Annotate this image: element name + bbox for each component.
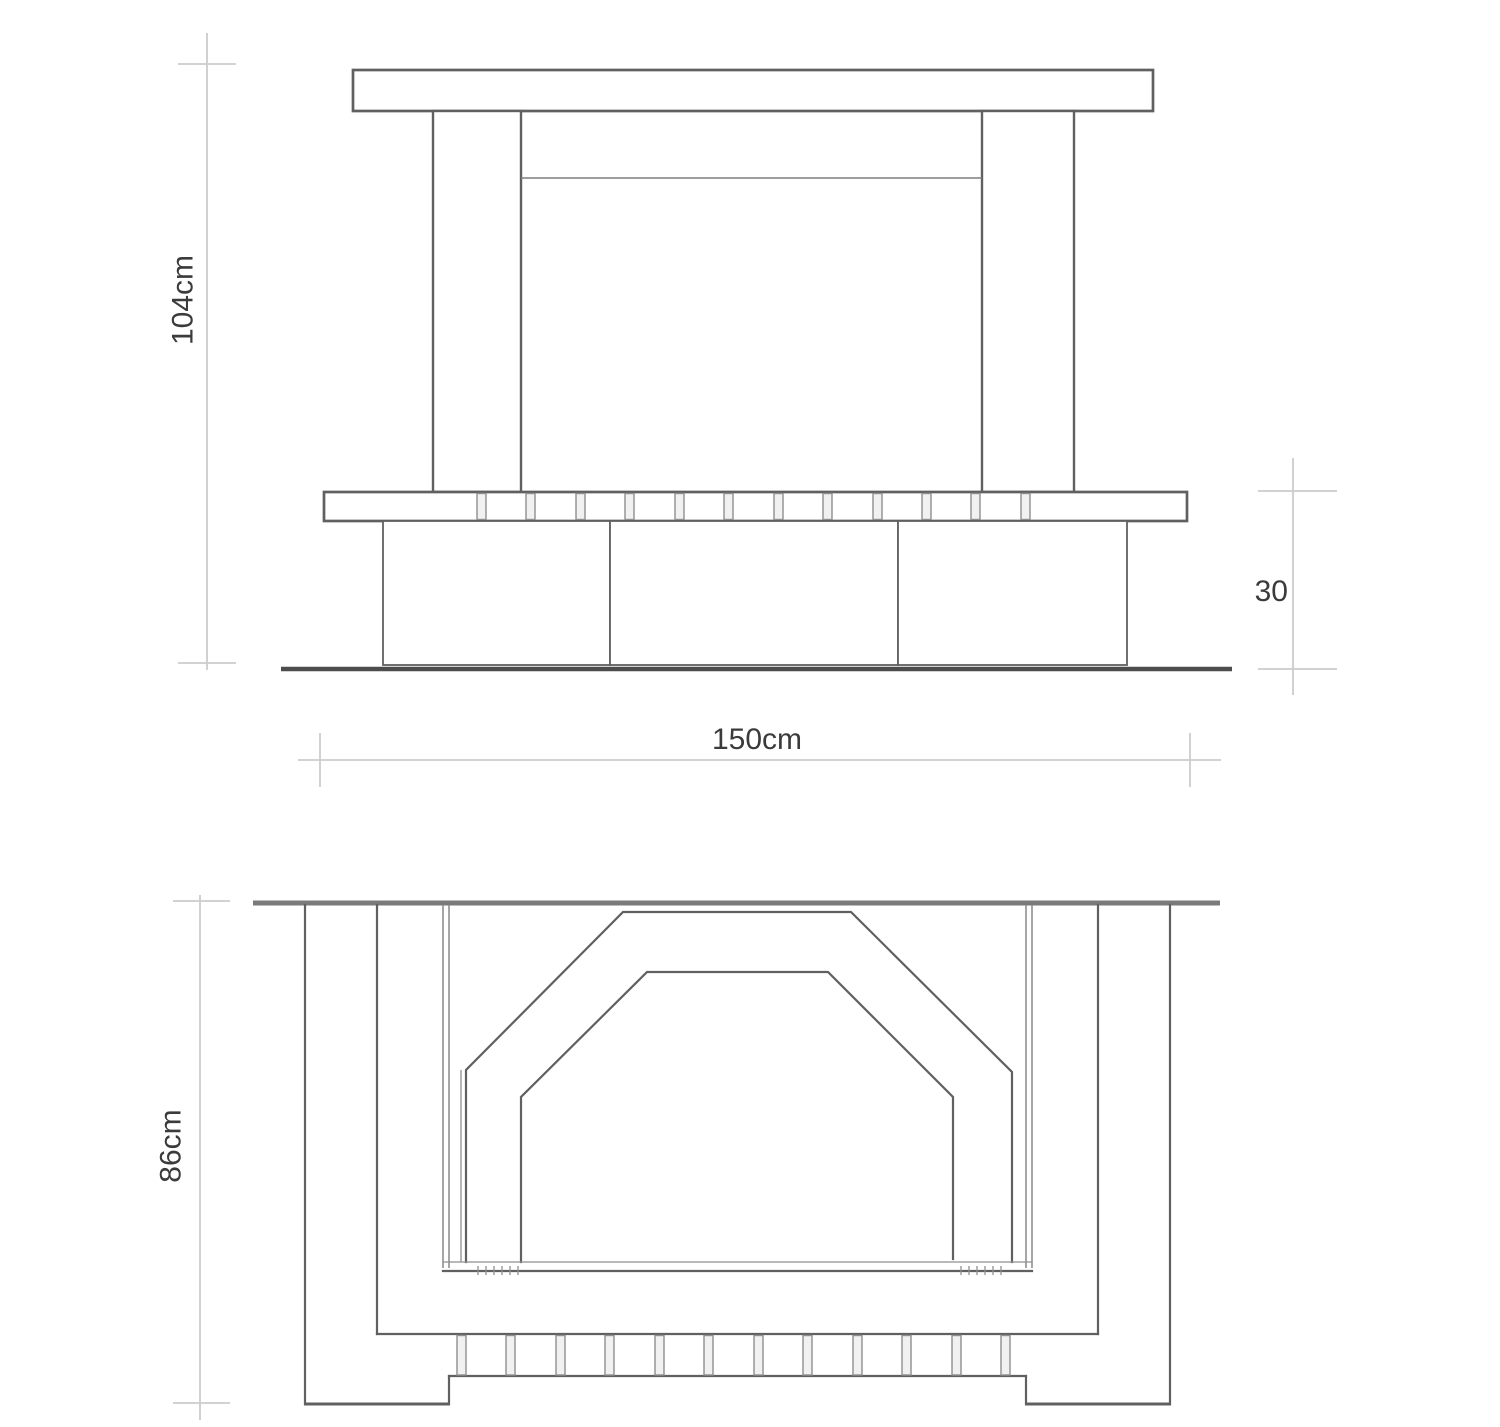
left-column bbox=[433, 111, 521, 492]
width-dimension bbox=[298, 723, 1221, 787]
grate-slat bbox=[823, 494, 832, 520]
grate-slat bbox=[457, 1336, 466, 1376]
grate-slat bbox=[754, 1336, 763, 1376]
grate-slat bbox=[625, 494, 634, 520]
grate-slat bbox=[576, 494, 585, 520]
grate-slat bbox=[526, 494, 535, 520]
hearth-shelf bbox=[324, 492, 1187, 521]
firebox-lining-outer bbox=[466, 912, 1012, 1262]
grate-slat bbox=[853, 1336, 862, 1376]
width-dimension-label: 150cm bbox=[711, 723, 803, 756]
front-elevation-view bbox=[281, 70, 1232, 669]
firebox-lining-inner bbox=[521, 972, 953, 1262]
grate-slat bbox=[803, 1336, 812, 1376]
grate-slat bbox=[724, 494, 733, 520]
grate-slat bbox=[605, 1336, 614, 1376]
grate-slat bbox=[971, 494, 980, 520]
grate-slat bbox=[774, 494, 783, 520]
grate-slat bbox=[506, 1336, 515, 1376]
depth-dimension bbox=[155, 895, 231, 1420]
height-dimension-label: 104cm bbox=[166, 254, 200, 346]
grate-slat bbox=[655, 1336, 664, 1376]
left-wall-leg bbox=[304, 905, 450, 1404]
plan-view bbox=[253, 903, 1220, 1404]
left-pedestal bbox=[383, 521, 610, 665]
grate-slat bbox=[922, 494, 931, 520]
base-pedestals bbox=[383, 521, 1127, 665]
grate-slat bbox=[556, 1336, 565, 1376]
hearth-grate-slats-plan bbox=[457, 1336, 1010, 1376]
grate-slat bbox=[704, 1336, 713, 1376]
right-column bbox=[982, 111, 1074, 492]
grate-slat bbox=[902, 1336, 911, 1376]
grate-slat bbox=[477, 494, 486, 520]
center-pedestal bbox=[610, 521, 898, 665]
mantel-shelf bbox=[353, 70, 1153, 111]
right-wall-leg bbox=[1025, 905, 1171, 1404]
plinth-height-dimension bbox=[1255, 458, 1337, 695]
grate-slat bbox=[952, 1336, 961, 1376]
right-pedestal bbox=[898, 521, 1127, 665]
depth-dimension-label: 86cm bbox=[154, 1109, 188, 1183]
grate-slat bbox=[873, 494, 882, 520]
plinth-dimension-label: 30 bbox=[1254, 575, 1288, 608]
grate-slat bbox=[675, 494, 684, 520]
front-height-dimension bbox=[167, 33, 237, 670]
grate-slat bbox=[1001, 1336, 1010, 1376]
grate-slat bbox=[1021, 494, 1030, 520]
